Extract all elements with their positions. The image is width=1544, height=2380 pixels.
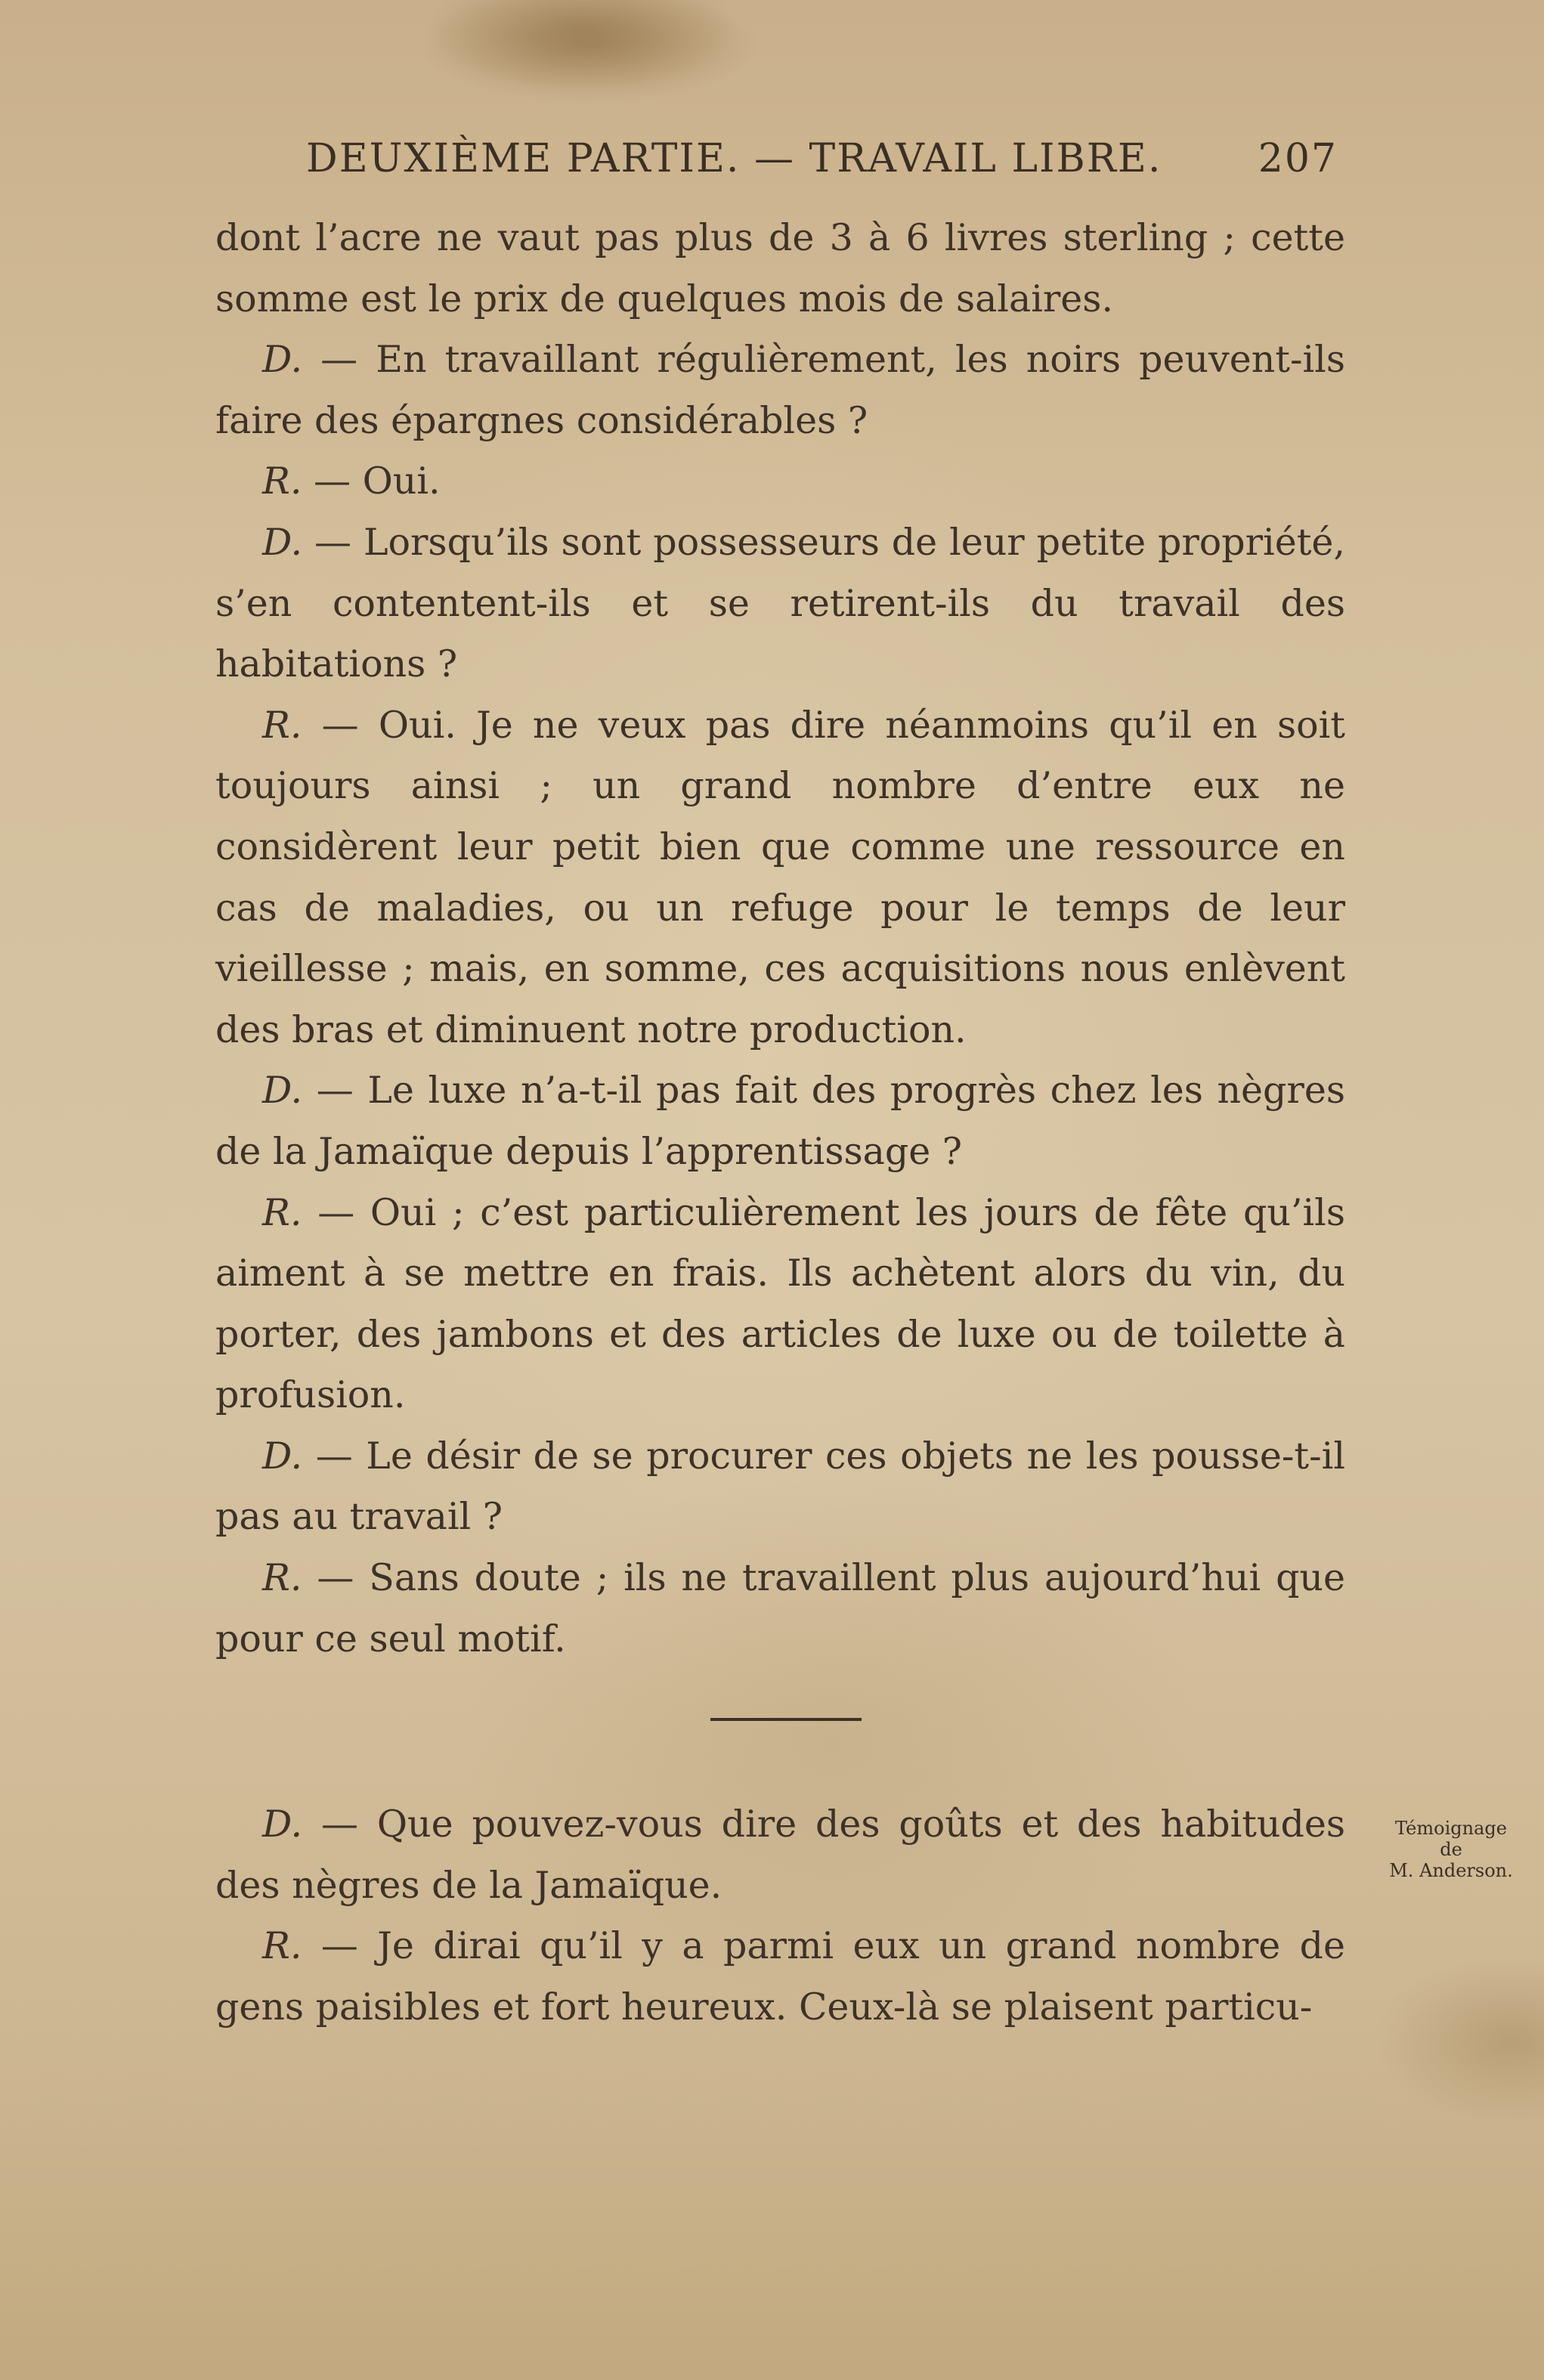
paragraph-text: — Le désir de se procurer ces objets ne les pousse-t-il pas au travail ?	[215, 1434, 1345, 1539]
margin-note-line: M. Anderson.	[1389, 1860, 1513, 1881]
paragraph	[215, 1183, 1345, 1426]
speaker-label: D.	[262, 1069, 303, 1113]
paragraph	[215, 1060, 1345, 1182]
section-separator	[710, 1718, 862, 1721]
paragraph	[215, 451, 1345, 512]
paragraph	[215, 1548, 1345, 1670]
paragraph-text: — Le luxe n’a-t-il pas fait des progrès chez les nègres de la Jamaïque depuis l’apprentissage ?	[215, 1069, 1345, 1173]
paragraph-text: — Lorsqu’ils sont possesseurs de leur petite propriété, s’en contentent-ils et se retirent-ils du travail des habitations ?	[215, 520, 1345, 686]
speaker-label: D.	[262, 1434, 303, 1478]
speaker-label: R.	[262, 1556, 302, 1600]
paragraph	[215, 1916, 1345, 2038]
interview-section-1	[215, 208, 1345, 1670]
margin-note	[1364, 1818, 1538, 1881]
paragraph	[215, 208, 1345, 330]
water-stain	[423, 0, 741, 91]
margin-note-line: de	[1440, 1839, 1462, 1860]
speaker-label: D.	[262, 338, 303, 382]
speaker-label: R.	[262, 460, 302, 503]
margin-note-line: Témoignage	[1395, 1818, 1507, 1839]
paragraph	[215, 330, 1345, 451]
paragraph	[215, 1426, 1345, 1548]
paragraph-text: dont l’acre ne vaut pas plus de 3 à 6 livres sterling ; cette somme est le prix de quelques mois de salaires.	[215, 216, 1345, 320]
running-title: DEUXIÈME PARTIE. — TRAVAIL LIBRE.	[306, 136, 1162, 181]
paragraph-text: — En travaillant régulièrement, les noirs peuvent-ils faire des épargnes considérables ?	[215, 338, 1345, 442]
speaker-label: D.	[262, 520, 303, 564]
speaker-label: R.	[262, 1190, 302, 1234]
speaker-label: R.	[262, 703, 302, 747]
paragraph	[215, 1794, 1345, 1916]
paragraph-text: — Oui ; c’est particulièrement les jours de fête qu’ils aiment à se mettre en frais. Ils achètent alors du vin, du porter, des jambons et des articles de luxe ou de toilette à profusion.	[215, 1190, 1345, 1417]
paragraph-text: — Oui.	[302, 460, 441, 503]
paragraph-text: — Je dirai qu’il y a parmi eux un grand nombre de gens paisibles et fort heureux. Ceux-là se plaisent particu-	[215, 1924, 1345, 2029]
paragraph-text: — Sans doute ; ils ne travaillent plus aujourd’hui que pour ce seul motif.	[215, 1556, 1345, 1660]
paragraph-text: — Que pouvez-vous dire des goûts et des habitudes des nègres de la Jamaïque.	[215, 1803, 1345, 1907]
paragraph	[215, 512, 1345, 695]
speaker-label: R.	[262, 1924, 302, 1968]
page-number: 207	[1258, 136, 1338, 181]
interview-section-2	[215, 1794, 1345, 2038]
speaker-label: D.	[262, 1803, 303, 1846]
paragraph	[215, 695, 1345, 1061]
page-header	[306, 136, 1338, 197]
paragraph-text: — Oui. Je ne veux pas dire néanmoins qu’il en soit toujours ainsi ; un grand nombre d’entre eux ne considèrent leur petit bien que comme une ressource en cas de maladies, ou un refuge pour le temps de leur vieillesse ; mais, en somme, ces acquisitions nous enlèvent des bras et diminuent notre production.	[215, 703, 1345, 1051]
